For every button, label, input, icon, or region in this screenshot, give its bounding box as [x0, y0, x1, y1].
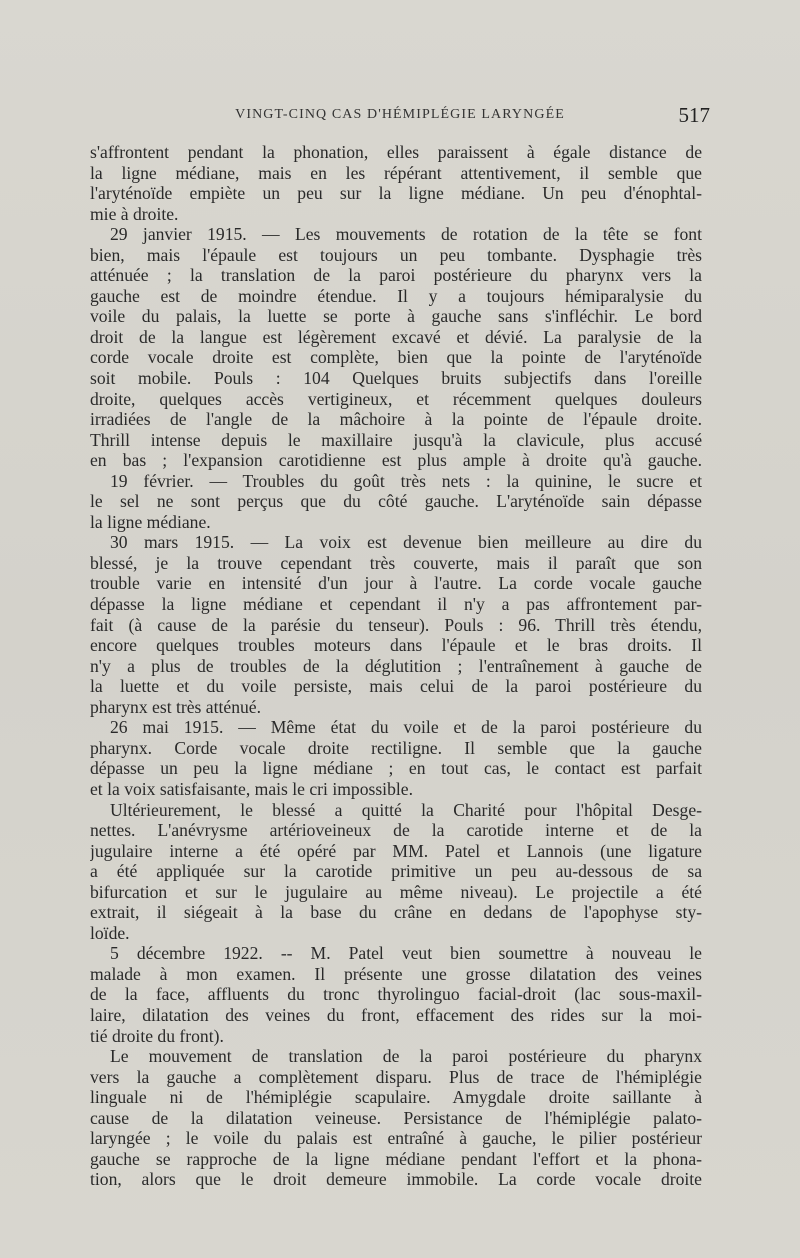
text-line: irradiées de l'angle de la mâchoire à la pointe de l'épaule droite.	[90, 409, 702, 430]
text-line: le sel ne sont perçus que du côté gauche. L'aryténoïde sain dépasse	[90, 491, 702, 512]
text-line: soit mobile. Pouls : 104 Quelques bruits subjectifs dans l'oreille	[90, 368, 702, 389]
text-line: vers la gauche a complètement disparu. Plus de trace de l'hémiplégie	[90, 1066, 702, 1087]
text-line: a été appliquée sur la carotide primitive un peu au-dessous de sa	[90, 861, 702, 882]
text-line: linguale ni de l'hémiplégie scapulaire. Amygdale droite saillante à	[90, 1087, 702, 1108]
text-line: 5 décembre 1922. -- M. Patel veut bien soumettre à nouveau le	[110, 943, 702, 964]
text-line: jugulaire interne a été opéré par MM. Patel et Lannois (une ligature	[90, 840, 702, 861]
text-line: blessé, je la trouve cependant très couverte, mais il paraît que son	[90, 552, 702, 573]
text-line: fait (à cause de la parésie du tenseur). Pouls : 96. Thrill très étendu,	[90, 614, 702, 635]
text-line: la ligne médiane, mais en les répérant attentivement, il semble que	[90, 162, 702, 183]
text-line: voile du palais, la luette se porte à gauche sans s'infléchir. Le bord	[90, 306, 702, 327]
text-line: n'y a plus de troubles de la déglutition ; l'entraînement à gauche de	[90, 655, 702, 676]
text-line: 29 janvier 1915. — Les mouvements de rotation de la tête se font	[110, 224, 702, 245]
text-line: la ligne médiane.	[90, 511, 211, 532]
text-line: pharynx est très atténué.	[90, 696, 261, 717]
text-line: laryngée ; le voile du palais est entraîné à gauche, le pilier postérieur	[90, 1128, 702, 1149]
text-line: s'affrontent pendant la phonation, elles paraissent à égale distance de	[90, 142, 702, 162]
body-text	[90, 142, 702, 1190]
text-line: trouble varie en intensité d'un jour à l'autre. La corde vocale gauche	[90, 573, 702, 594]
running-head	[90, 103, 710, 127]
text-line: Thrill intense depuis le maxillaire jusqu'à la clavicule, plus accusé	[90, 429, 702, 450]
text-line: laire, dilatation des veines du front, effacement des rides sur la moi-	[90, 1004, 702, 1025]
text-line: extrait, il siégeait à la base du crâne en dedans de l'apophyse sty-	[90, 902, 702, 923]
text-line: en bas ; l'expansion carotidienne est plus ample à droite qu'à gauche.	[90, 450, 702, 471]
text-line: Le mouvement de translation de la paroi postérieure du pharynx	[110, 1046, 702, 1067]
text-line: encore quelques troubles moteurs dans l'épaule et le bras droits. Il	[90, 635, 702, 656]
text-line: corde vocale droite est complète, bien que la pointe de l'aryténoïde	[90, 347, 702, 368]
page-number: 517	[678, 103, 710, 127]
running-title: VINGT-CINQ CAS D'HÉMIPLÉGIE LARYNGÉE	[235, 107, 565, 122]
text-line: tion, alors que le droit demeure immobile. La corde vocale droite	[90, 1169, 702, 1190]
text-line: 30 mars 1915. — La voix est devenue bien meilleure au dire du	[110, 532, 702, 553]
text-line: droit de la langue est légèrement excavé et dévié. La paralysie de la	[90, 326, 702, 347]
text-line: droite, quelques accès vertigineux, et récemment quelques douleurs	[90, 388, 702, 409]
text-line: pharynx. Corde vocale droite rectiligne. Il semble que la gauche	[90, 737, 702, 758]
text-line: tié droite du front).	[90, 1025, 224, 1046]
text-line: gauche se rapproche de la ligne médiane pendant l'effort et la phona-	[90, 1148, 702, 1169]
text-line: la luette et du voile persiste, mais celui de la paroi postérieure du	[90, 676, 702, 697]
text-line: gauche est de moindre étendue. Il y a toujours hémiparalysie du	[90, 285, 702, 306]
text-line: dépasse la ligne médiane et cependant il n'y a pas affrontement par-	[90, 594, 702, 615]
text-line: malade à mon examen. Il présente une grosse dilatation des veines	[90, 963, 702, 984]
text-line: loïde.	[90, 922, 130, 943]
text-line: 19 février. — Troubles du goût très nets : la quinine, le sucre et	[110, 470, 702, 491]
text-line: l'aryténoïde empiète un peu sur la ligne médiane. Un peu d'énophtal-	[90, 183, 702, 204]
text-line: nettes. L'anévrysme artérioveineux de la carotide interne et de la	[90, 820, 702, 841]
text-line: 26 mai 1915. — Même état du voile et de la paroi postérieure du	[110, 717, 702, 738]
text-line: atténuée ; la translation de la paroi postérieure du pharynx vers la	[90, 265, 702, 286]
text-line: dépasse un peu la ligne médiane ; en tout cas, le contact est parfait	[90, 758, 702, 779]
text-line: Ultérieurement, le blessé a quitté la Charité pour l'hôpital Desge-	[110, 799, 702, 820]
text-line: bifurcation et sur le jugulaire au même niveau). Le projectile a été	[90, 881, 702, 902]
text-line: mie à droite.	[90, 203, 179, 224]
text-line: et la voix satisfaisante, mais le cri impossible.	[90, 778, 413, 799]
text-line: cause de la dilatation veineuse. Persistance de l'hémiplégie palato-	[90, 1107, 702, 1128]
text-line: de la face, affluents du tronc thyrolinguo facial-droit (lac sous-maxil-	[90, 984, 702, 1005]
text-line: bien, mais l'épaule est toujours un peu tombante. Dysphagie très	[90, 244, 702, 265]
